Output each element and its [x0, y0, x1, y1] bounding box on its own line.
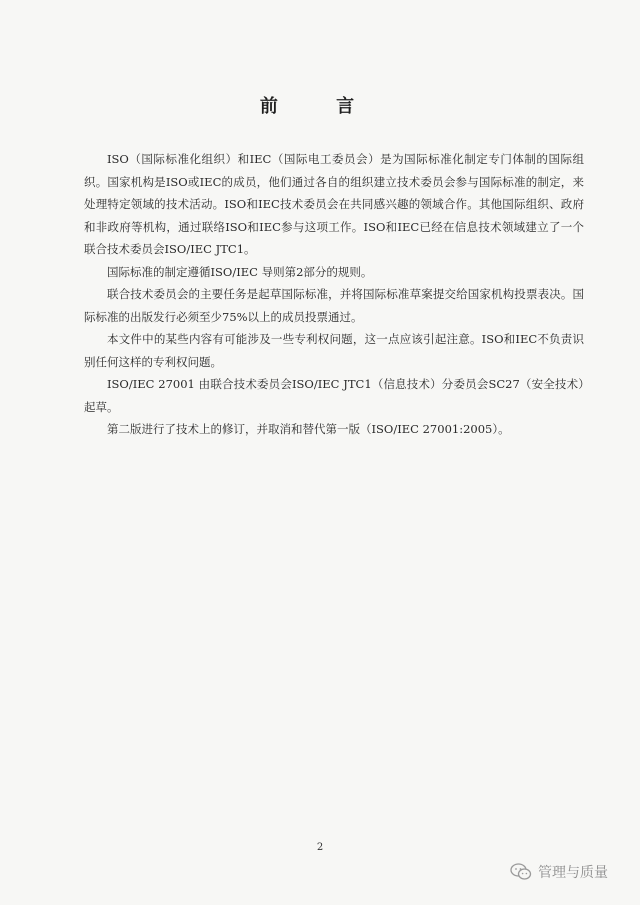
page-title: 前 言: [259, 96, 381, 117]
paragraph: 国际标准的制定遵循ISO/IEC 导则第2部分的规则。: [107, 264, 373, 279]
paragraph: ISO/IEC 27001 由联合技术委员会ISO/IEC JTC1（信息技术）分委员会SC27（安全技术）起草。: [84, 377, 584, 414]
watermark-text: 管理与质量: [538, 865, 608, 881]
paragraph: ISO（国际标准化组织）和IEC（国际电工委员会）是为国际标准化制定专门体制的国际组织。国家机构是ISO或IEC的成员，他们通过各自的组织建立技术委员会参与国际标准的制定，来处理特定领域的技术活动。ISO和IEC技术委员会在共同感兴趣的领域合作。其他国际组织、政府和非政府等机构，通过联络ISO和IEC参与这项工作。ISO和IEC已经在信息技术领域建立了一个联合技术委员会ISO/IEC JTC1。: [84, 152, 584, 256]
page-number: 2: [316, 842, 324, 853]
paragraph: 本文件中的某些内容有可能涉及一些专利权问题，这一点应该引起注意。ISO和IEC不负责识别任何这样的专利权问题。: [84, 332, 584, 369]
wechat-icon: [510, 863, 532, 881]
paragraph: 第二版进行了技术上的修订，并取消和替代第一版（ISO/IEC 27001:2005）。: [107, 422, 510, 436]
foreword-body: [84, 148, 584, 441]
watermark: [510, 862, 608, 882]
paragraph: 联合技术委员会的主要任务是起草国际标准，并将国际标准草案提交给国家机构投票表决。国际标准的出版发行必须至少75%以上的成员投票通过。: [84, 287, 584, 324]
